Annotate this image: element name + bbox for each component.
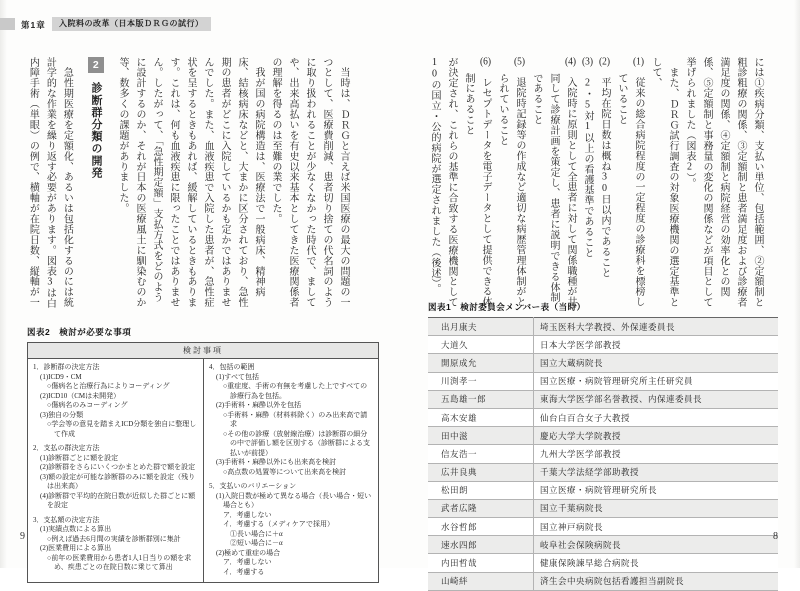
member-row: [428, 536, 778, 554]
member-row: [428, 554, 778, 572]
member-row: [428, 445, 778, 463]
table-line: イ．考慮する（メディケアで採用）: [223, 520, 335, 529]
member-title: 日本大学医学部教授: [534, 336, 779, 354]
table-line: (1)実績点数による算出: [40, 525, 112, 534]
figure2-table-header: 検討事項: [28, 343, 378, 359]
table-line: ア．考慮しない: [223, 510, 272, 519]
section-number-badge: 2: [88, 57, 104, 73]
table-line: (2)ICD10（CMは未開発）: [40, 391, 121, 400]
figure2-table: [27, 342, 379, 583]
table-line: (2)極めて重症の場合: [216, 548, 281, 557]
paragraph: 急性期医療を定額化、あるいは包括化するのには統計学的な作業を繰り返す必要があります。図表3は白内障手術（単眼）の例で、横軸が在院日数、縦軸が一: [27, 57, 73, 309]
criteria-text: 平均在院日数は概ね30日以内であること: [599, 67, 610, 278]
member-title: 国立神戸病院長: [534, 518, 779, 536]
table-line: ○前年の医業費用から患者1人1日当りの額を求め、疾患ごとの在院日数に乗じて算出: [47, 553, 192, 572]
member-table-body: [428, 318, 778, 591]
figure1: [428, 301, 778, 591]
table-line: (3)額の設定が可能な診断群のみに額を設定（残りは出来高）: [40, 472, 196, 491]
member-name: 五島雄一郎: [428, 390, 534, 408]
criteria-number: (6): [480, 57, 491, 67]
figure2-left-column: [28, 359, 203, 582]
table-line: (1)診断群ごとに額を設定: [40, 453, 119, 462]
section-heading: [86, 57, 105, 312]
member-title: 国立医療・病院管理研究所主任研究員: [534, 372, 779, 390]
member-title: 国立大蔵病院長: [534, 354, 779, 372]
criteria-item: [494, 57, 528, 312]
table-line: (2)医業費用による算出: [40, 544, 112, 553]
figure2-table-body: [28, 359, 378, 582]
member-name: 出月康夫: [428, 318, 534, 336]
member-row: [428, 336, 778, 354]
table-line: 2．支払の群決定方法: [33, 444, 100, 453]
page-number-left: 9: [20, 531, 25, 542]
figure2-right-column: [203, 359, 378, 582]
table-line: (3)独自の分類: [40, 410, 84, 419]
member-name: 高木安雄: [428, 408, 534, 426]
chapter-title: 入院料の改革（日本版ＤＲＧの試行）: [52, 17, 211, 31]
table-line: (3)手術料・麻酔以外にも出来高を検討: [216, 458, 337, 467]
member-name: 信友浩一: [428, 445, 534, 463]
member-name: 内田哲哉: [428, 554, 534, 572]
table-line: 5．支払いのバリエーション: [209, 482, 297, 491]
chapter-label: 第1章: [21, 20, 46, 30]
member-title: 東海大学医学部名誉教授、内保連委員長: [534, 390, 779, 408]
member-name: 山崎絆: [428, 572, 534, 590]
criteria-number: (1): [633, 57, 644, 67]
table-line: ○その他の診療（放射線治療）は診断群の細分の中で評価し額を区別する（診断群による支払いが前提）: [223, 429, 370, 457]
member-name: 開原成允: [428, 354, 534, 372]
table-line: ○手術料・麻酔（材料料除く）のみ出来高で請求: [223, 410, 368, 429]
criteria-item: [596, 57, 613, 312]
table-line: 3．支払額の決定方法: [33, 515, 100, 524]
criteria-text: 退院時記録等の作成など適切な病歴管理体制がとられていること: [497, 67, 525, 308]
member-title: 済生会中央病院包括看護担当副院長: [534, 572, 779, 590]
member-name: 川渕孝一: [428, 372, 534, 390]
member-title: 健康保険諫早総合病院長: [534, 554, 779, 572]
criteria-text: レセプトデータを電子データとして提供できる体制にあること: [463, 67, 491, 308]
header-edge-mark: [0, 18, 15, 30]
member-title: 国立千葉病院長: [534, 499, 779, 517]
member-title: 国立医療・病院管理研究所長: [534, 481, 779, 499]
member-title: 岐阜社会保険病院長: [534, 536, 779, 554]
table-line: (2)診断群をさらにいくつかまとめた群で額を設定: [40, 463, 196, 472]
figure2: [27, 326, 379, 583]
member-row: [428, 372, 778, 390]
criteria-item: [613, 57, 647, 312]
member-row: [428, 408, 778, 426]
criteria-text: 入院時に原則として全患者に対して関係職種が共同して診療計画を策定し、患者に説明できる体制であること: [531, 67, 576, 308]
section-title: 診断群分類の開発: [90, 82, 102, 179]
paragraph: また、ＤＲＧ試行調査の対象医療機関の選定基準として、: [650, 57, 678, 308]
paragraph: が決定され、これらの基準に合致する医療機関として10の国立・公的病院が選定されました（後述）。: [429, 57, 457, 308]
criteria-item: [528, 57, 579, 312]
table-line: ○学会等の意見を踏まえICD分類を独自に整理して作成: [47, 420, 197, 438]
paragraph: 当時は、ＤＲＧと言えば米国医療の最大の問題の一つとして、医療費削減、患者切り捨ての代名詞のように取り扱われることが少なくなかった時代で、ましてや、出来高払いを有史以来基本としてきた医療関係者の理解を得るのは至難の業でした。: [270, 57, 349, 308]
criteria-text: 従来の総合病院程度の一定程度の診療科を標榜していること: [616, 67, 644, 308]
table-line: ○高点数の処置等について出来高を検討: [223, 467, 347, 476]
criteria-text: 2・5対1以上の看護基準であること: [582, 67, 593, 259]
criteria-number: (3): [582, 57, 593, 67]
member-row: [428, 499, 778, 517]
left-scan-edge: [0, 0, 7, 568]
table-line: ○例えば過去6月間の実績を診断群別に集計: [47, 534, 181, 543]
member-title: 埼玉医科大学教授、外保連委員長: [534, 318, 779, 336]
table-line: ○重症度、手術の有無を考慮した上ですべての診療行為を包括。: [223, 382, 368, 400]
table-line: ②短い場合に－α: [230, 539, 283, 548]
member-row: [428, 572, 778, 590]
member-table: [428, 317, 778, 591]
member-row: [428, 354, 778, 372]
member-row: [428, 427, 778, 445]
right-scan-edge: [794, 0, 800, 568]
paragraph: 我が国の病院構造は、医療法で一般病床、精神病床、結核病床などと、大まかに区分されており、急性期の患者がどこに入院しているかも定かではありませんでした。また、血液疾患で入院した患者が、急性症状を呈するときもあれば、緩解しているときもあります。これは、何も血液疾患に限ったことではありません。したがって、「急性期定額」支払方式をどのように設計するのか、それが日本の医療風土に馴染むのか等、数多くの課題がありました。: [117, 57, 264, 308]
right-page-body-text: [426, 57, 766, 312]
criteria-number: (2): [599, 57, 610, 67]
member-row: [428, 463, 778, 481]
member-title: 九州大学医学部教授: [534, 445, 779, 463]
table-line: イ．考慮する: [223, 567, 265, 576]
criteria-number: (4): [565, 57, 576, 67]
table-line: ア．考慮しない: [223, 558, 272, 567]
member-row: [428, 481, 778, 499]
member-row: [428, 318, 778, 336]
member-name: 大道久: [428, 336, 534, 354]
table-line: (1)入院日数が極めて異なる場合（長い場合・短い場合とも）: [216, 491, 372, 510]
table-line: (4)診断群で平均的在院日数が近似した群ごとに額を設定: [40, 491, 196, 510]
table-line: 4．包括の範囲: [209, 363, 255, 371]
page-number-right: 8: [773, 531, 778, 542]
member-name: 速水四郎: [428, 536, 534, 554]
criteria-item: [460, 57, 494, 312]
figure1-caption: 図表1 検討委員会メンバー表（当時）: [428, 302, 586, 312]
table-line: 1．診断群の決定方法: [33, 363, 100, 371]
table-line: (1)すべて包括: [216, 372, 260, 381]
table-line: (1)ICD9・CM: [40, 372, 82, 381]
table-line: (2)手術料・麻酔以外を包括: [216, 401, 302, 410]
table-line: ○傷病名と治療行為によりコーディング: [47, 382, 170, 391]
left-page-body-text: [22, 57, 352, 312]
member-title: 仙台白百合女子大教授: [534, 408, 779, 426]
member-title: 慶応大学大学院教授: [534, 427, 779, 445]
member-row: [428, 518, 778, 536]
member-title: 千葉大学法経学部助教授: [534, 463, 779, 481]
member-name: 水谷哲郎: [428, 518, 534, 536]
paragraph: には①疾病分類、支払い単位、包括範囲、②定額制と粗診粗療の関係、③定額制と患者満足度および診療者満足度の関係、④定額制と病院経営の効率化との関係、⑤定額制と事務量の変化の関係などが項目として挙げられました（図表2）。: [684, 57, 763, 308]
member-name: 広井良典: [428, 463, 534, 481]
member-row: [428, 390, 778, 408]
figure2-caption: 図表2 検討が必要な事項: [27, 327, 132, 337]
table-line: ①長い場合に＋α: [230, 529, 283, 538]
member-name: 田中滋: [428, 427, 534, 445]
criteria-item: [579, 57, 596, 312]
table-line: ○傷病名のみコーディング: [47, 401, 128, 410]
member-name: 松田朗: [428, 481, 534, 499]
member-name: 武者広隆: [428, 499, 534, 517]
criteria-number: (5): [514, 57, 525, 67]
